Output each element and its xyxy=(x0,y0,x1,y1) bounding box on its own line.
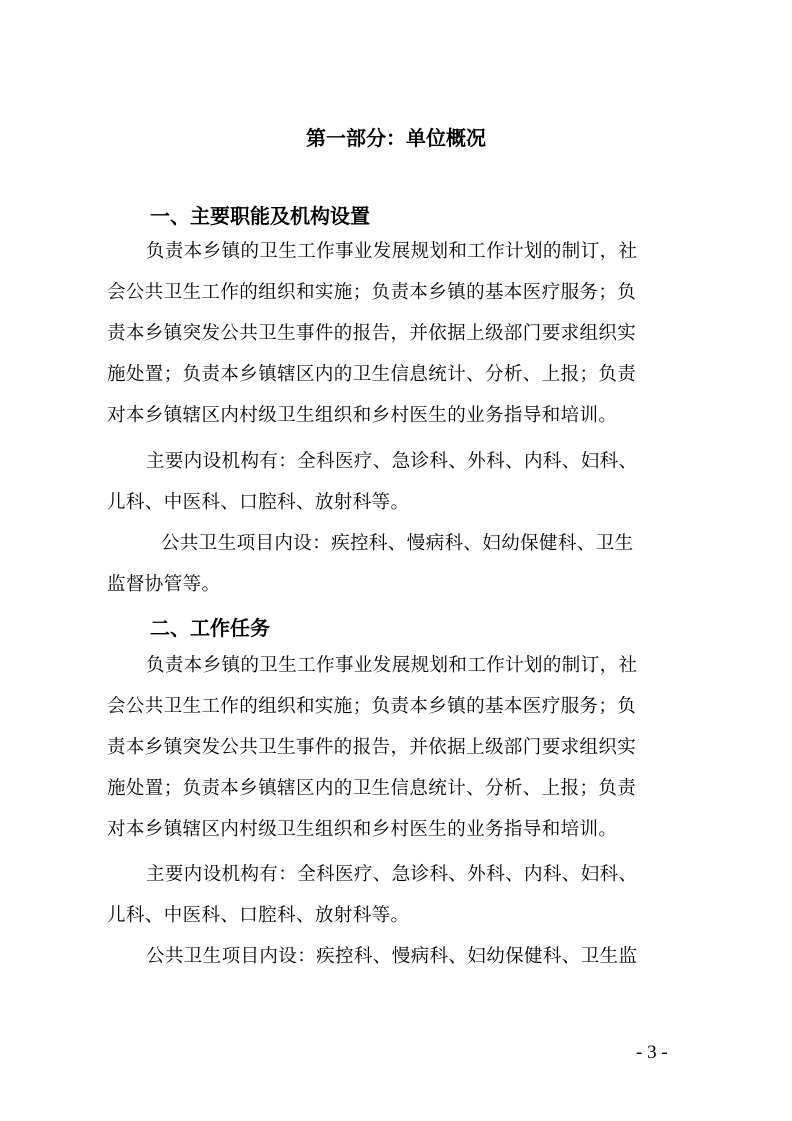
paragraph-line: 公共卫生项目内设：疾控科、慢病科、妇幼保健科、卫生 xyxy=(161,533,634,554)
paragraph-line: 会公共卫生工作的组织和实施；负责本乡镇的基本医疗服务；负 xyxy=(107,696,637,717)
section-heading-functions: 一、主要职能及机构设置 xyxy=(150,204,370,228)
paragraph-line: 会公共卫生工作的组织和实施；负责本乡镇的基本医疗服务；负 xyxy=(107,282,637,303)
paragraph-line: 公共卫生项目内设：疾控科、慢病科、妇幼保健科、卫生监 xyxy=(146,946,638,967)
page-number: - 3 - xyxy=(636,1042,668,1063)
paragraph-line: 负责本乡镇的卫生工作事业发展规划和工作计划的制订，社 xyxy=(146,655,638,676)
paragraph-line: 主要内设机构有：全科医疗、急诊科、外科、内科、妇科、 xyxy=(146,864,638,885)
paragraph-line: 对本乡镇辖区内村级卫生组织和乡村医生的业务指导和培训。 xyxy=(107,819,618,840)
paragraph-line: 监督协管等。 xyxy=(107,574,221,595)
paragraph-line: 负责本乡镇的卫生工作事业发展规划和工作计划的制订，社 xyxy=(146,241,638,262)
paragraph-line: 施处置；负责本乡镇辖区内的卫生信息统计、分析、上报；负责 xyxy=(107,778,637,799)
page-title: 第一部分：单位概况 xyxy=(306,126,486,150)
paragraph-line: 儿科、中医科、口腔科、放射科等。 xyxy=(107,905,410,926)
paragraph-line: 对本乡镇辖区内村级卫生组织和乡村医生的业务指导和培训。 xyxy=(107,405,618,426)
section-heading-tasks: 二、工作任务 xyxy=(150,616,270,640)
paragraph-line: 责本乡镇突发公共卫生事件的报告，并依据上级部门要求组织实 xyxy=(107,737,637,758)
paragraph-line: 主要内设机构有：全科医疗、急诊科、外科、内科、妇科、 xyxy=(146,451,638,472)
paragraph-line: 儿科、中医科、口腔科、放射科等。 xyxy=(107,492,410,513)
paragraph-line: 施处置；负责本乡镇辖区内的卫生信息统计、分析、上报；负责 xyxy=(107,364,637,385)
paragraph-line: 责本乡镇突发公共卫生事件的报告，并依据上级部门要求组织实 xyxy=(107,323,637,344)
